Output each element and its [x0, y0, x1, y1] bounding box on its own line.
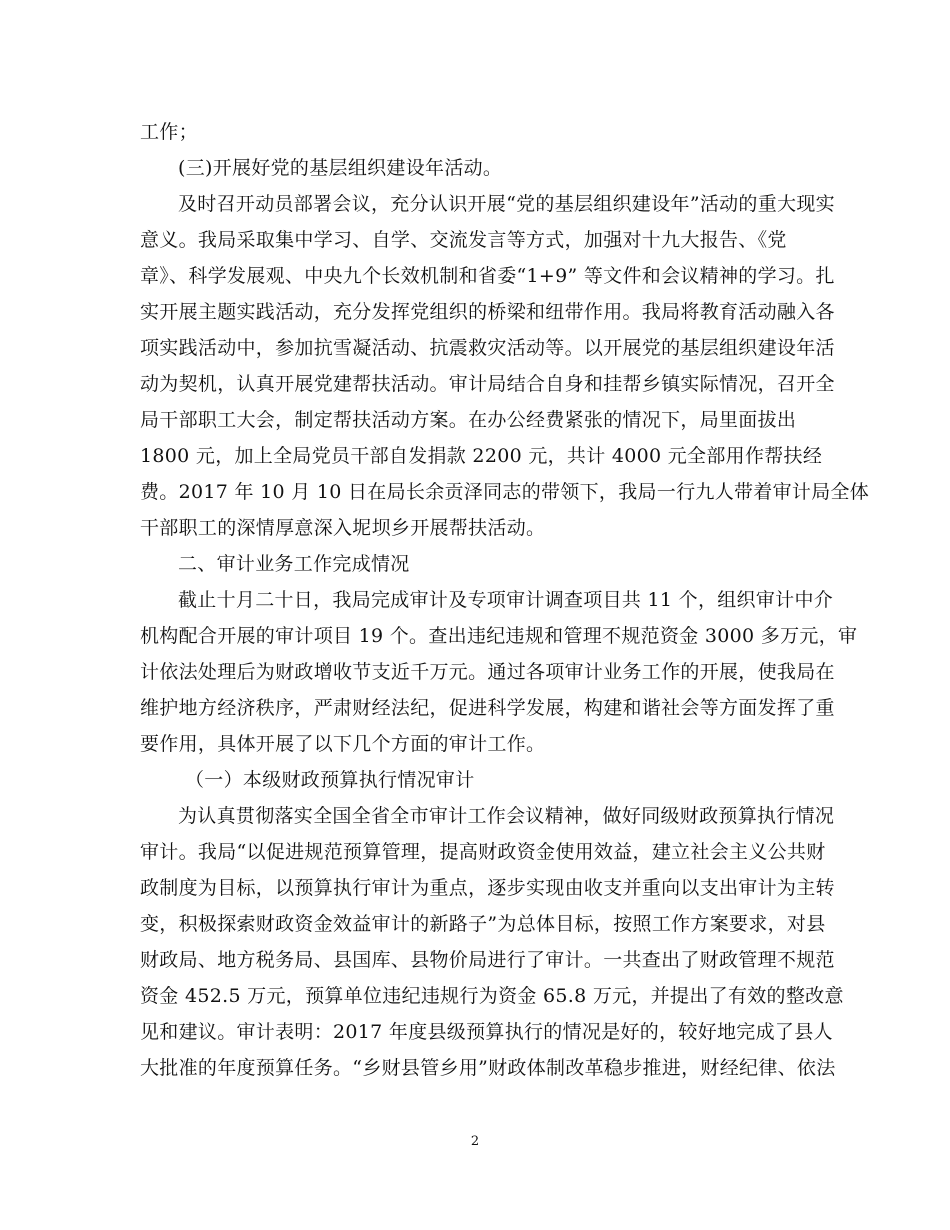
- text-line: 计依法处理后为财政增收节支近千万元。通过各项审计业务工作的开展，使我局在: [140, 661, 835, 683]
- text-line: 财政局、地方税务局、县国库、县物价局进行了审计。一共查出了财政管理不规范: [140, 949, 835, 971]
- text-line: 截止十月二十日，我局完成审计及专项审计调查项目共 11 个，组织审计中介: [178, 589, 834, 611]
- text-line: 工作；: [140, 121, 198, 143]
- text-line: 章》、科学发展观、中央九个长效机制和省委“1+9” 等文件和会议精神的学习。扎: [140, 265, 835, 287]
- text-line: 实开展主题实践活动，充分发挥党组织的桥梁和纽带作用。我局将教育活动融入各: [140, 301, 835, 323]
- text-line: 机构配合开展的审计项目 19 个。查出违纪违规和管理不规范资金 3000 多万元，审: [140, 625, 858, 647]
- text-line: 项实践活动中，参加抗雪凝活动、抗震救灾活动等。以开展党的基层组织建设年活: [140, 337, 835, 359]
- text-line: 审计。我局“以促进规范预算管理，提高财政资金使用效益，建立社会主义公共财: [140, 841, 826, 863]
- text-line: 维护地方经济秩序，严肃财经法纪，促进科学发展，构建和谐社会等方面发挥了重: [140, 697, 835, 719]
- text-line: 为认真贯彻落实全国全省全市审计工作会议精神，做好同级财政预算执行情况: [178, 805, 835, 827]
- text-line: 费。2017 年 10 月 10 日在局长余贡泽同志的带领下，我局一行九人带着审计局全体: [140, 481, 870, 503]
- text-line: 要作用，具体开展了以下几个方面的审计工作。: [140, 733, 546, 755]
- text-line: 意义。我局采取集中学习、自学、交流发言等方式，加强对十九大报告、《党: [140, 229, 787, 251]
- text-line: 见和建议。审计表明：2017 年度县级预算执行的情况是好的，较好地完成了县人: [140, 1021, 833, 1043]
- text-line: 大批准的年度预算任务。“乡财县管乡用”财政体制改革稳步推进，财经纪律、依法: [140, 1057, 836, 1079]
- text-line: 政制度为目标，以预算执行审计为重点，逐步实现由收支并重向以支出审计为主转: [140, 877, 835, 899]
- text-line: 资金 452.5 万元，预算单位违纪违规行为资金 65.8 万元，并提出了有效的整改意: [140, 985, 844, 1007]
- section-heading: (三)开展好党的基层组织建设年活动。: [178, 157, 503, 179]
- text-line: 变，积极探索财政资金效益审计的新路子”为总体目标，按照工作方案要求，对县: [140, 913, 826, 935]
- section-heading: 二、审计业务工作完成情况: [178, 553, 410, 575]
- page-number: 2: [470, 1134, 480, 1149]
- text-line: 干部职工的深情厚意深入坭坝乡开展帮扶活动。: [140, 517, 546, 539]
- section-heading: （一）本级财政预算执行情况审计: [185, 769, 475, 791]
- text-line: 1800 元，加上全局党员干部自发捐款 2200 元，共计 4000 元全部用作帮扶经: [140, 445, 823, 467]
- text-line: 局干部职工大会，制定帮扶活动方案。在办公经费紧张的情况下，局里面拔出: [140, 409, 797, 431]
- text-line: 及时召开动员部署会议，充分认识开展“党的基层组织建设年”活动的重大现实: [178, 193, 835, 215]
- text-line: 动为契机，认真开展党建帮扶活动。审计局结合自身和挂帮乡镇实际情况，召开全: [140, 373, 835, 395]
